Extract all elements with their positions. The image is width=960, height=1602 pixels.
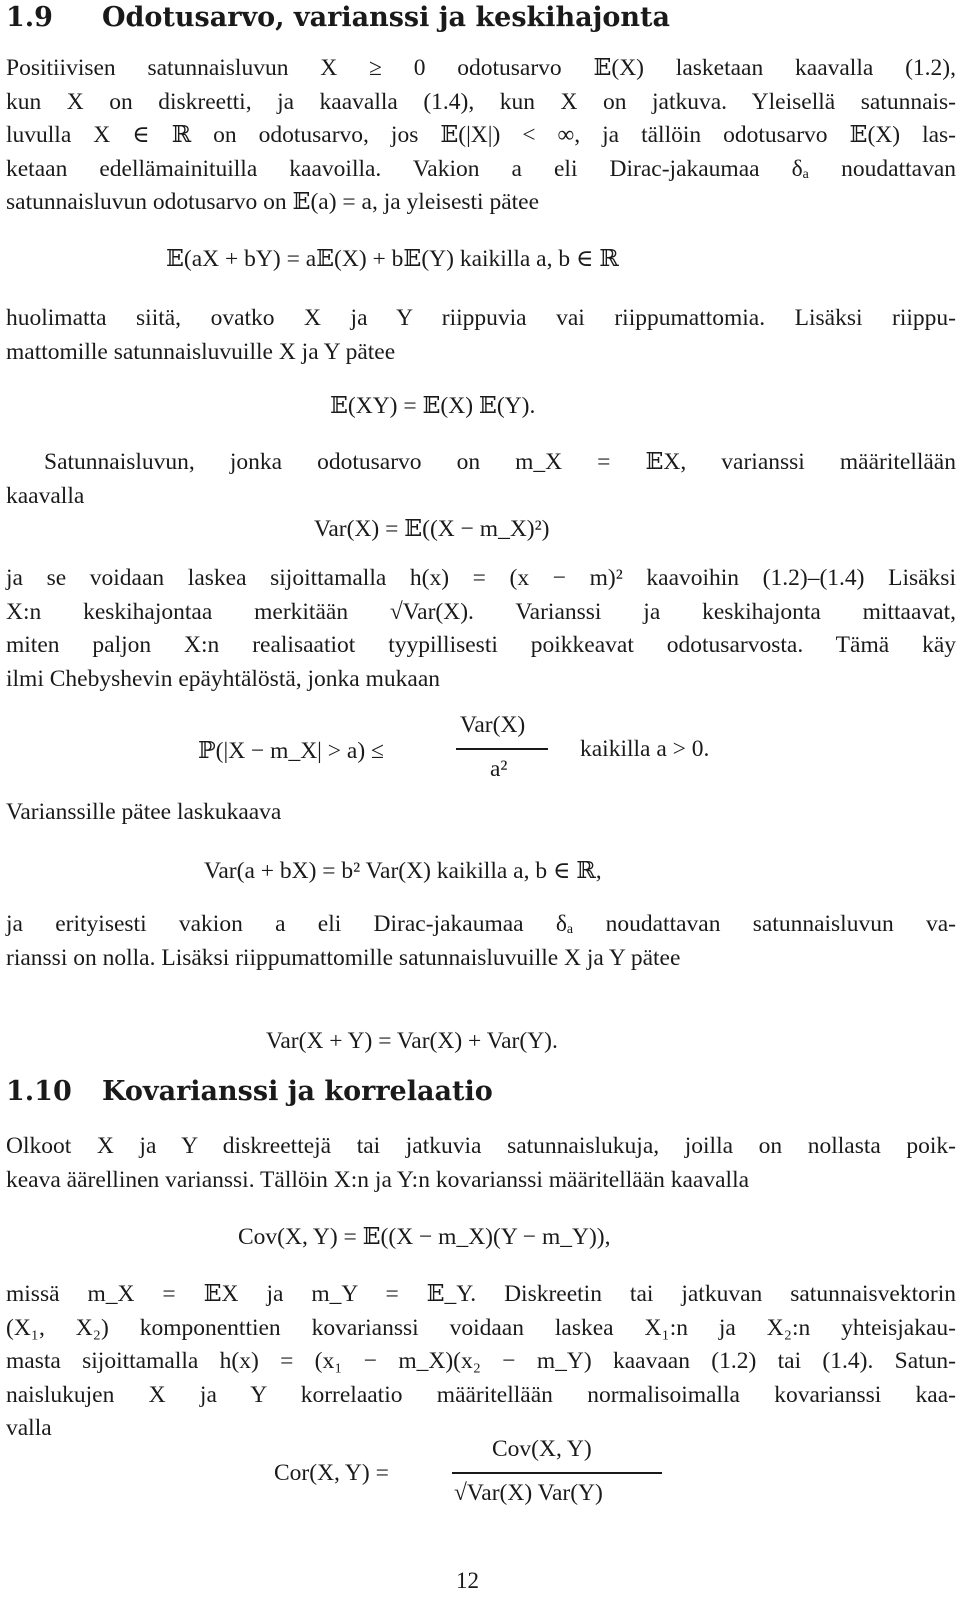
text-line: keava äärellinen varianssi. Tällöin X:n ja Y:n kovarianssi määritellään kaavalla [6,1166,750,1193]
paragraph-expectation [6,52,956,220]
correlation-denominator: √Var(X) Var(Y) [454,1480,603,1506]
text-line: Olkoot X ja Y diskreettejä tai jatkuvia satunnaislukuja, joilla on nollasta poik- [6,1133,956,1159]
section-number: 1.9 [6,2,53,33]
paragraph-correlation [6,1278,956,1446]
correlation-lhs: Cor(X, Y) = [274,1460,389,1486]
chebyshev-denominator: a² [490,756,508,782]
page-number: 12 [456,1568,479,1593]
equation-correlation [274,1436,774,1526]
text-line: X:n keskihajontaa merkitään √Var(X). Varianssi ja keskihajonta mittaavat, [6,598,956,625]
text-line: Satunnaisluvun, jonka odotusarvo on m_X = 𝔼X, varianssi määritellään [44,449,956,475]
text-line: missä m_X = 𝔼X ja m_Y = 𝔼_Y. Diskreetin tai jatkuvan satunnaisvektorin [6,1281,956,1307]
text-line: ja erityisesti vakion a eli Dirac-jakaumaa δₐ noudattavan satunnaisluvun va- [6,911,956,937]
fraction-bar [456,748,548,750]
equation-variance: Var(X) = 𝔼((X − m_X)²) [314,516,550,542]
correlation-numerator: Cov(X, Y) [492,1436,592,1462]
equation-chebyshev [198,712,798,802]
text-line: naislukujen X ja Y korrelaatio määritellään normalisoimalla kovarianssi kaa- [6,1381,956,1408]
paragraph-std-deviation [6,562,956,696]
text-line: luvulla X ∈ ℝ on odotusarvo, jos 𝔼(|X|) < ∞, ja tällöin odotusarvo 𝔼(X) las- [6,122,956,148]
section-heading-1-9 [6,2,670,33]
paragraph-variance-rule [6,796,956,830]
chebyshev-lhs: ℙ(|X − m_X| > a) ≤ [198,738,384,764]
chebyshev-numerator: Var(X) [460,712,526,738]
text-line: rianssi on nolla. Lisäksi riippumattomille satunnaisluvuille X ja Y pätee [6,944,681,971]
text-line: huolimatta siitä, ovatko X ja Y riippuvia vai riippumattomia. Lisäksi riippu- [6,305,956,331]
paragraph-dirac-variance [6,908,956,975]
section-number: 1.10 [6,1076,72,1107]
text-line: Positiivisen satunnaisluvun X ≥ 0 odotusarvo 𝔼(X) lasketaan kaavalla (1.2), [6,55,956,81]
paragraph-covariance-def [6,1130,956,1197]
text-line: Varianssille pätee laskukaava [6,799,282,825]
paragraph-variance-def [6,446,956,513]
section-title: Odotusarvo, varianssi ja keskihajonta [102,2,670,33]
text-line: (X₁, X₂) komponenttien kovarianssi voidaan laskea X₁:n ja X₂:n yhteisjakau- [6,1314,956,1341]
fraction-bar [452,1472,662,1474]
text-line: kun X on diskreetti, ja kaavalla (1.4), kun X on jatkuva. Yleisellä satunnais- [6,88,956,115]
text-line: satunnaisluvun odotusarvo on 𝔼(a) = a, ja yleisesti pätee [6,189,540,215]
equation-sum: Var(X + Y) = Var(X) + Var(Y). [266,1028,558,1054]
text-line: ketaan edellämainituilla kaavoilla. Vakion a eli Dirac-jakaumaa δₐ noudattavan [6,155,956,182]
text-line: ilmi Chebyshevin epäyhtälöstä, jonka mukaan [6,665,441,692]
text-line: masta sijoittamalla h(x) = (x₁ − m_X)(x₂ − m_Y) kaavaan (1.2) tai (1.4). Satun- [6,1348,956,1374]
text-line: mattomille satunnaisluvuille X ja Y pätee [6,338,396,365]
text-line: valla [6,1415,52,1441]
equation-scaling: Var(a + bX) = b² Var(X) kaikilla a, b ∈ ℝ, [204,858,602,884]
equation-covariance: Cov(X, Y) = 𝔼((X − m_X)(Y − m_Y)), [238,1224,611,1250]
paragraph-independence [6,302,956,369]
text-line: miten paljon X:n realisaatiot tyypillisesti poikkeavat odotusarvosta. Tämä käy [6,632,956,658]
text-line: kaavalla [6,482,85,509]
chebyshev-rhs: kaikilla a > 0. [580,736,710,762]
equation-product: 𝔼(XY) = 𝔼(X) 𝔼(Y). [330,393,536,419]
text-line: ja se voidaan laskea sijoittamalla h(x) = (x − m)² kaavoihin (1.2)–(1.4) Lisäksi [6,565,956,591]
equation-linearity: 𝔼(aX + bY) = a𝔼(X) + b𝔼(Y) kaikilla a, b ∈ ℝ [166,246,619,272]
section-title: Kovarianssi ja korrelaatio [102,1076,493,1107]
section-heading-1-10 [6,1076,493,1107]
